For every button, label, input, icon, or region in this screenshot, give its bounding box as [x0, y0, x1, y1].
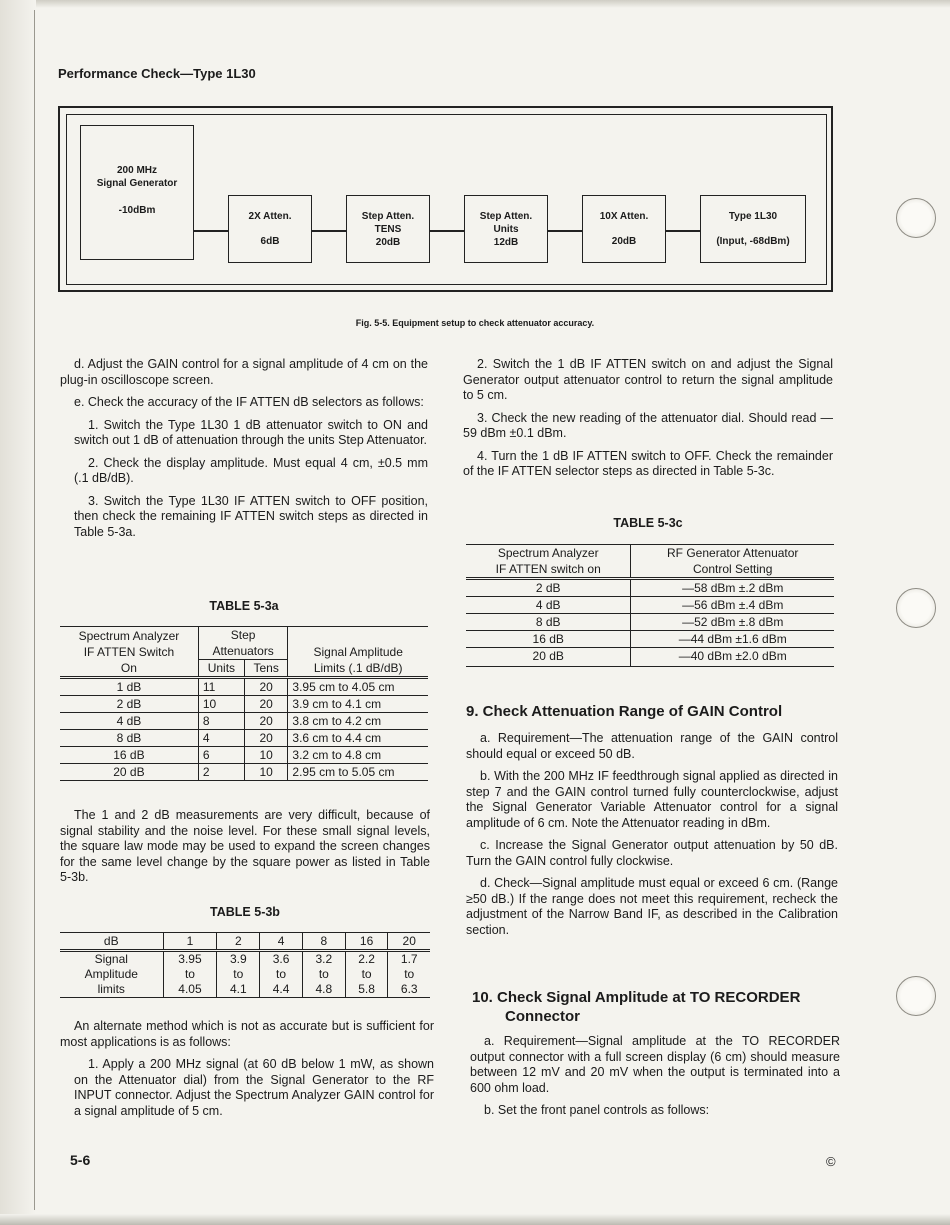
block-value: 20dB: [375, 237, 401, 248]
table-cell: 16: [345, 933, 388, 951]
table-cell: 1: [163, 933, 217, 951]
value-line: 3.2: [315, 952, 333, 966]
running-header: Performance Check—Type 1L30: [58, 66, 256, 81]
block-sublabel: Units: [493, 224, 519, 235]
table-cell: 20 dB: [60, 764, 198, 781]
alt-intro: An alternate method which is not as accurate but is sufficient for most applications is as follows:: [60, 1019, 434, 1049]
table-cell: 10: [244, 747, 288, 764]
col-header-tens: Tens: [244, 660, 288, 677]
table-cell: 8 dB: [466, 614, 631, 631]
table-cell: [60, 951, 163, 998]
value-line: to: [318, 967, 329, 981]
value-line: to: [184, 967, 195, 981]
step-d: d. Adjust the GAIN control for a signal amplitude of 4 cm on the plug-in oscilloscope screen.: [60, 357, 428, 387]
page-bottom-edge: [0, 1214, 950, 1225]
table-5-3c-title: TABLE 5-3c: [613, 516, 683, 530]
value-line: 6.3: [400, 982, 418, 996]
left-column-text: [60, 357, 428, 547]
signal-generator-block: [80, 125, 194, 260]
table-cell: 3.95 cm to 4.05 cm: [292, 680, 395, 694]
table-header-row: [466, 545, 834, 579]
block-label: Type 1L30: [728, 211, 778, 222]
table-cell: 8 dB: [60, 730, 198, 747]
block-label: Step Atten.: [479, 211, 533, 222]
value-line: 3.95: [178, 952, 202, 966]
label-line: limits: [97, 982, 125, 996]
alt-step-1: 1. Apply a 200 MHz signal (at 60 dB below 1 mW, as shown on the Attenuator dial) from the Signal Generator to the RF INPUT connector. Adjust the Spectrum Analyzer GAIN control for a signal amplitude of 5 cm.: [74, 1057, 434, 1118]
value-line: to: [361, 967, 372, 981]
table-cell: [466, 545, 631, 579]
table-cell: 20: [244, 678, 288, 696]
table-row: [466, 614, 834, 631]
step-9c: c. Increase the Signal Generator output attenuation by 50 dB. Turn the GAIN control fully clockwise.: [466, 838, 838, 868]
table-cell: 20: [402, 934, 416, 948]
section-9-heading: 9. Check Attenuation Range of GAIN Control: [466, 703, 783, 720]
step-9d: d. Check—Signal amplitude must equal or exceed 6 cm. (Range ≥50 dB.) If the range does not meet this requirement, recheck the adjustment of the Narrow Band IF, as described in the Calibration section.: [466, 876, 838, 937]
value-line: to: [404, 967, 415, 981]
note-paragraph: The 1 and 2 dB measurements are very difficult, because of signal stability and the noise level. For these small signal levels, the square law mode may be used to expand the screen changes for the same level change by the square power as listed in Table 5-3b.: [60, 808, 430, 884]
connector-line: [548, 230, 582, 232]
table-header-row: [60, 933, 430, 951]
table-row: [60, 747, 428, 764]
connector-line: [666, 230, 700, 232]
table-5-3a-title: TABLE 5-3a: [209, 599, 279, 613]
substep-2: 2. Check the display amplitude. Must equal 4 cm, ±0.5 mm (.1 dB/dB).: [74, 455, 428, 485]
value-line: to: [276, 967, 287, 981]
connector-line: [312, 230, 346, 232]
header-line: IF ATTEN switch on: [495, 562, 601, 576]
right-column-text: [463, 357, 833, 487]
atten-2x-block: [228, 195, 312, 263]
value-line: 4.4: [272, 982, 290, 996]
punch-hole: [896, 198, 936, 238]
table-cell: 2.95 cm to 5.05 cm: [292, 765, 395, 779]
step-e: e. Check the accuracy of the IF ATTEN dB selectors as follows:: [74, 395, 424, 409]
table-cell: [302, 951, 345, 998]
table-cell: 1 dB: [60, 678, 198, 696]
table-5-3c: [466, 544, 834, 667]
table-5-3b: [60, 932, 430, 998]
section-10-text: [470, 1034, 840, 1126]
step-2: 2. Switch the 1 dB IF ATTEN switch on and adjust the Signal Generator output attenuator control to return the signal amplitude to 5 cm.: [463, 357, 833, 402]
table-cell: 20: [244, 730, 288, 747]
table-cell: 6: [198, 747, 244, 764]
header-line: Attenuators: [212, 644, 274, 658]
block-value: (Input, -68dBm): [716, 236, 790, 247]
table-row: [466, 579, 834, 597]
header-line: Limits (.1 dB/dB): [313, 661, 403, 675]
table-row: [60, 713, 428, 730]
col-header-ifatten: [60, 627, 198, 678]
header-line: Signal Amplitude: [313, 645, 403, 659]
block-label: 2X Atten.: [248, 211, 292, 222]
block-value: 12dB: [493, 237, 519, 248]
table-cell: 4 dB: [466, 597, 631, 614]
atten-10x-block: [582, 195, 666, 263]
value-line: 1.7: [400, 952, 418, 966]
col-header-step: [198, 627, 288, 660]
step-4: 4. Turn the 1 dB IF ATTEN switch to OFF. Check the remainder of the IF ATTEN selector steps as directed in Table 5-3c.: [463, 448, 833, 478]
block-sublabel: TENS: [374, 224, 402, 235]
table-cell: [217, 951, 260, 998]
left-note-text: [60, 808, 430, 893]
table-cell: 8: [302, 933, 345, 951]
table-cell: 4 dB: [60, 713, 198, 730]
table-cell: 16 dB: [60, 747, 198, 764]
header-line: On: [120, 660, 137, 675]
figure-caption: Fig. 5-5. Equipment setup to check attenuator accuracy.: [355, 318, 595, 328]
table-cell: 4: [260, 933, 303, 951]
table-cell: —40 dBm ±2.0 dBm: [678, 649, 787, 663]
table-row: [60, 696, 428, 713]
table-row: [60, 730, 428, 747]
value-line: 3.9: [229, 952, 247, 966]
table-cell: —44 dBm ±1.6 dBm: [678, 632, 787, 646]
table-cell: [260, 951, 303, 998]
table-5-3a: [60, 626, 428, 781]
heading-line: 10. Check Signal Amplitude at TO RECORDER: [472, 989, 801, 1006]
block-value: 6dB: [260, 236, 280, 247]
table-cell: [631, 545, 834, 579]
table-cell: —56 dBm ±.4 dBm: [682, 598, 784, 612]
block-label: 10X Atten.: [599, 211, 649, 222]
table-cell: 8: [198, 713, 244, 730]
label-line: Signal: [94, 952, 128, 966]
substep-1: 1. Switch the Type 1L30 1 dB attenuator switch to ON and switch out 1 dB of attenuation through the units Step Attenuator.: [74, 417, 428, 447]
table-cell: 2 dB: [466, 579, 631, 597]
table-cell: 10: [198, 696, 244, 713]
table-row: [60, 951, 430, 998]
table-cell: 2 dB: [60, 696, 198, 713]
table-cell: 2: [198, 764, 244, 781]
step-10a: a. Requirement—Signal amplitude at the TO RECORDER output connector with a full screen display (6 cm) should measure between 12 mV and 20 mV when the output is terminated into a 600 ohm load.: [470, 1034, 840, 1095]
value-line: 3.6: [272, 952, 290, 966]
table-cell: 4: [198, 730, 244, 747]
value-line: 4.8: [315, 982, 333, 996]
heading-line: Connector: [505, 1008, 580, 1025]
page-top-edge: [0, 0, 950, 8]
table-cell: 10: [244, 764, 288, 781]
header-line: Step: [230, 628, 256, 642]
table-cell: 20: [244, 713, 288, 730]
table-row: [466, 631, 834, 648]
binding-line: [34, 10, 35, 1210]
copyright-mark: ©: [826, 1154, 836, 1169]
table-cell: [163, 951, 217, 998]
table-cell: 3.2 cm to 4.8 cm: [292, 748, 382, 762]
col-header-units: Units: [198, 660, 244, 677]
table-cell: 16 dB: [466, 631, 631, 648]
step-atten-tens-block: [346, 195, 430, 263]
table-row: [60, 678, 428, 696]
substep-3: 3. Switch the Type 1L30 IF ATTEN switch to OFF position, then check the remaining IF ATTEN switch steps as directed in Table 5-3a.: [74, 493, 428, 539]
table-row: [466, 597, 834, 614]
page-left-edge: [0, 0, 36, 1225]
table-cell: [388, 951, 430, 998]
header-line: Spectrum Analyzer: [78, 628, 180, 643]
page-number: 5-6: [70, 1152, 91, 1168]
table-5-3b-title: TABLE 5-3b: [210, 905, 280, 919]
value-line: 5.8: [358, 982, 375, 996]
step-9b: b. With the 200 MHz IF feedthrough signal applied as directed in step 7 and the GAIN control turned fully counterclockwise, adjust the Signal Generator Variable Attenuator control for a signal amplitude of 6 cm. Note the Attenuator reading in dBm.: [466, 769, 838, 830]
header-line: RF Generator Attenuator: [667, 546, 799, 560]
section-9-text: [466, 731, 838, 945]
value-line: 4.05: [178, 982, 202, 996]
generator-level: -10dBm: [118, 205, 156, 216]
type-1l30-block: [700, 195, 806, 263]
table-row: [466, 648, 834, 667]
header-line: IF ATTEN Switch: [83, 644, 175, 659]
generator-line-1: 200 MHz: [116, 165, 157, 176]
step-10b: b. Set the front panel controls as follows:: [484, 1103, 710, 1117]
connector-line: [430, 230, 464, 232]
section-10-heading: [472, 988, 844, 1026]
table-cell: —52 dBm ±.8 dBm: [682, 615, 784, 629]
table-cell: dB: [60, 933, 163, 951]
header-line: Control Setting: [693, 562, 773, 576]
value-line: 4.1: [229, 982, 247, 996]
table-cell: 11: [198, 678, 244, 696]
left-alt-method: [60, 1019, 434, 1126]
table-cell: —58 dBm ±.2 dBm: [682, 581, 784, 595]
value-line: 2.2: [358, 952, 375, 966]
table-row: [60, 764, 428, 781]
table-cell: 2: [217, 933, 260, 951]
table-cell: [345, 951, 388, 998]
label-line: Amplitude: [84, 967, 138, 981]
table-cell: 20: [244, 696, 288, 713]
col-header-signal: [288, 627, 428, 678]
table-cell: 20 dB: [466, 648, 631, 667]
connector-line: [194, 230, 228, 232]
step-3: 3. Check the new reading of the attenuator dial. Should read —59 dBm ±0.1 dBm.: [463, 410, 833, 440]
block-label: Step Atten.: [361, 211, 415, 222]
block-value: 20dB: [611, 236, 637, 247]
value-line: to: [233, 967, 244, 981]
step-9a: a. Requirement—The attenuation range of the GAIN control should equal or exceed 50 dB.: [466, 731, 838, 761]
punch-hole: [896, 588, 936, 628]
step-atten-units-block: [464, 195, 548, 263]
table-cell: 3.8 cm to 4.2 cm: [292, 714, 382, 728]
generator-line-2: Signal Generator: [96, 178, 178, 189]
punch-hole: [896, 976, 936, 1016]
table-cell: 3.6 cm to 4.4 cm: [292, 731, 382, 745]
header-line: Spectrum Analyzer: [497, 546, 599, 560]
table-cell: 3.9 cm to 4.1 cm: [292, 697, 382, 711]
